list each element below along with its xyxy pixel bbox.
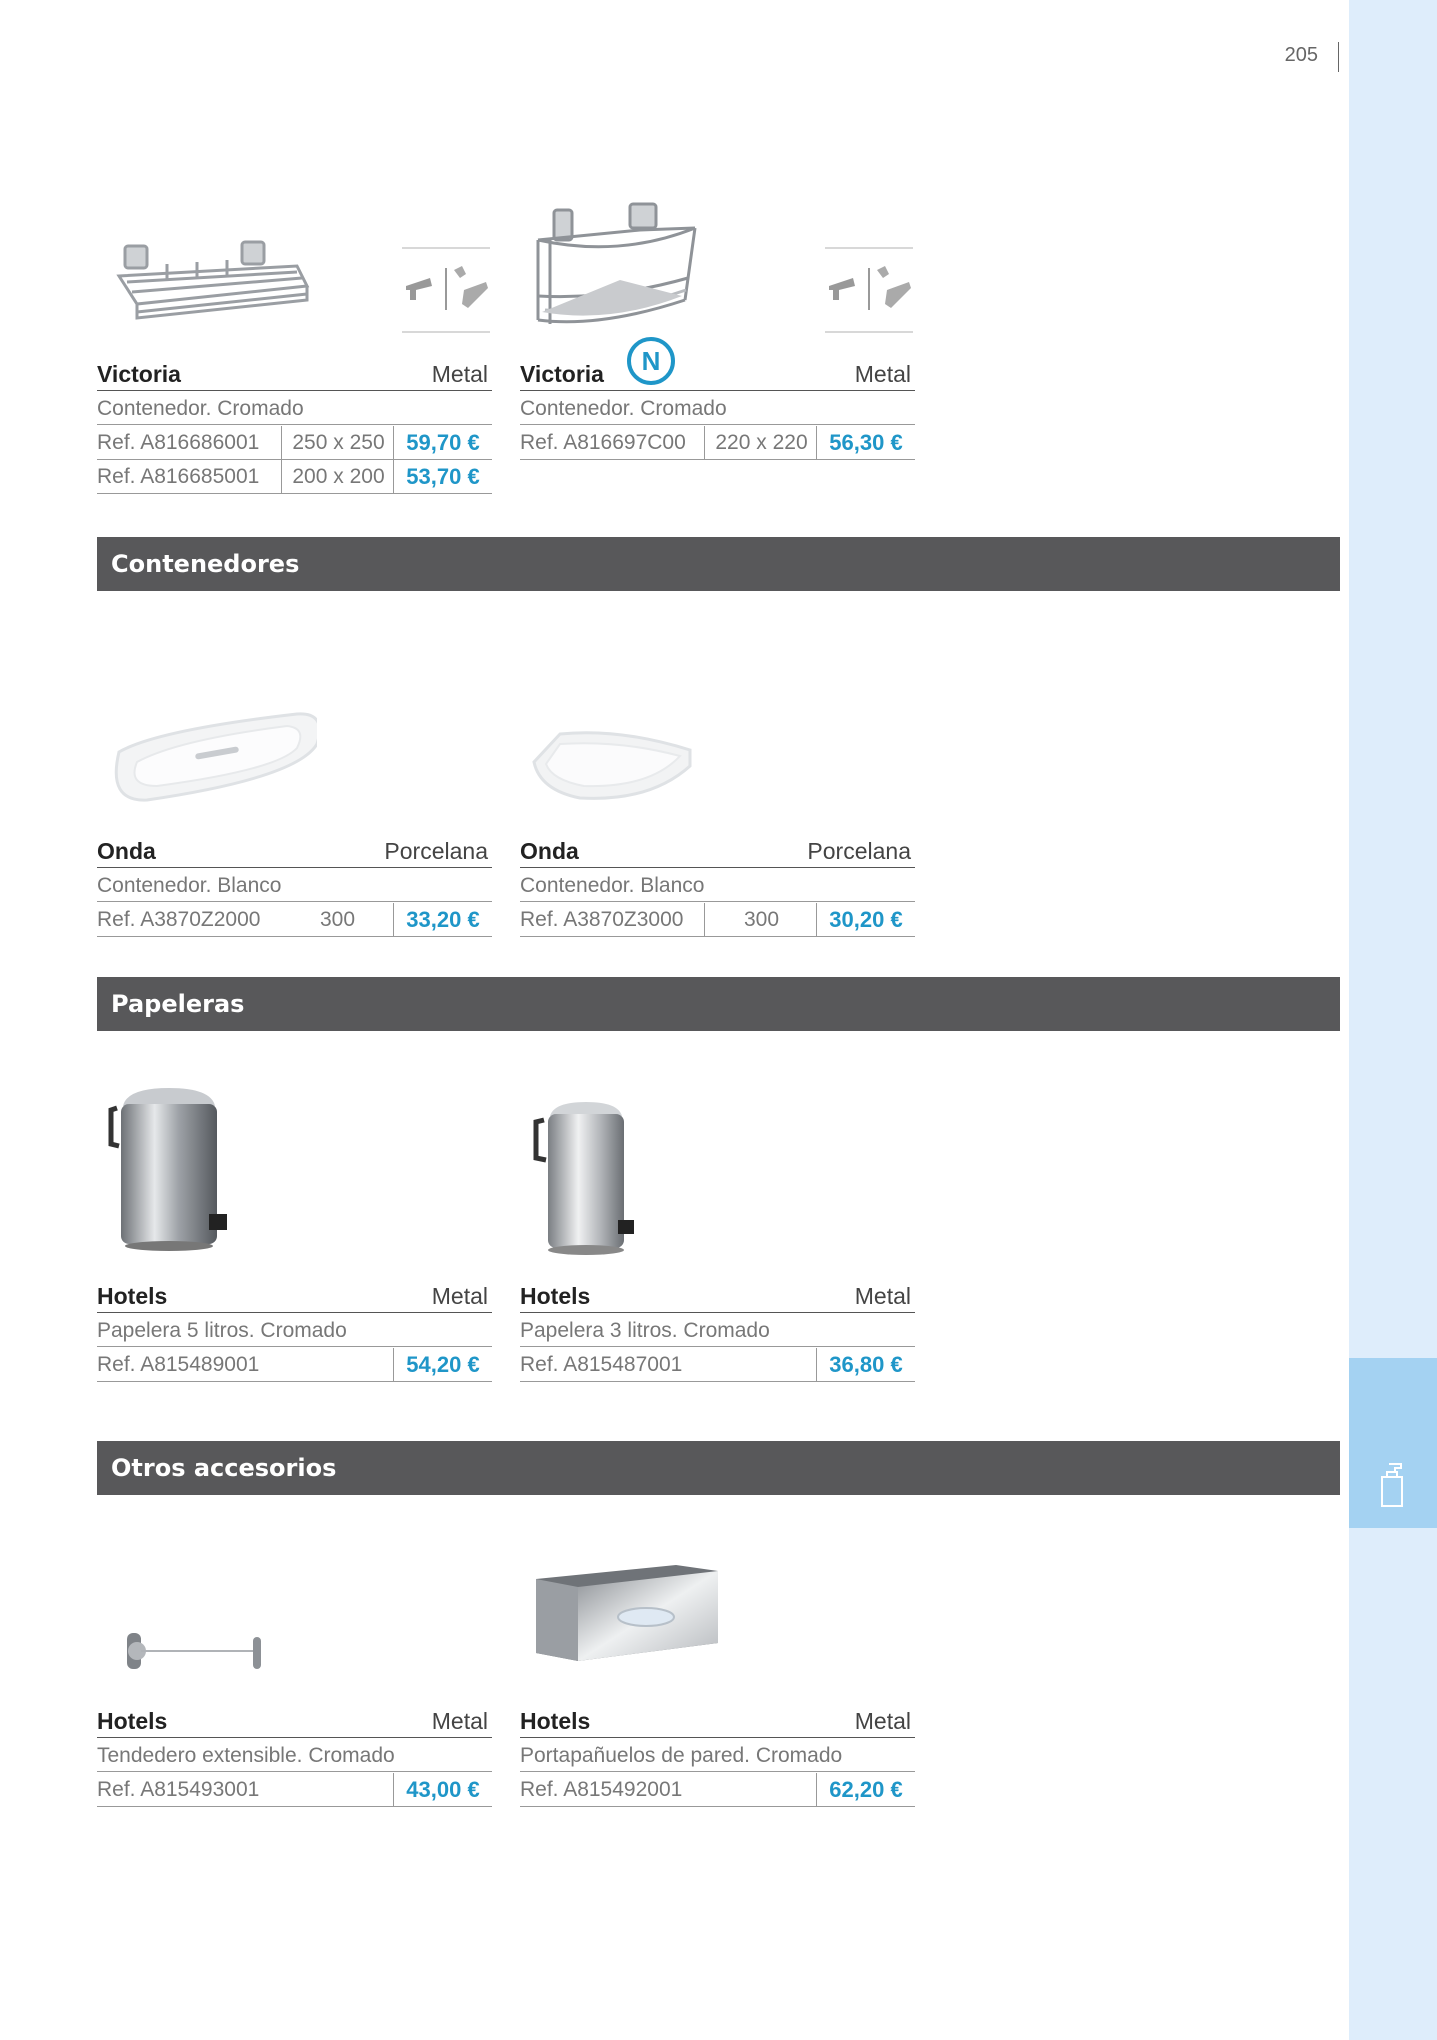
adhesive-icon xyxy=(877,266,911,308)
table-row xyxy=(520,426,915,460)
reference-code: Ref. A3870Z2000 xyxy=(97,908,261,931)
price: 59,70 € xyxy=(393,426,492,459)
reference-code: Ref. A816686001 xyxy=(97,431,260,454)
product-material: Metal xyxy=(431,361,488,387)
reference-code: Ref. A815489001 xyxy=(97,1353,260,1376)
reference-code: Ref. A816685001 xyxy=(97,465,260,488)
reference-code: Ref. A3870Z3000 xyxy=(520,908,684,931)
section-title: Papeleras xyxy=(111,990,245,1018)
shower-basket-image xyxy=(97,230,317,335)
reference-code: Ref. A815487001 xyxy=(520,1353,683,1376)
table-row xyxy=(520,903,915,937)
section-banner-otros-accesorios xyxy=(97,1441,1340,1495)
table-row xyxy=(97,426,492,460)
product-header xyxy=(520,346,915,391)
table-row xyxy=(520,1773,915,1807)
section-banner-contenedores xyxy=(97,537,1340,591)
product-image xyxy=(97,1625,492,1685)
sidebar-strip xyxy=(1349,0,1437,2040)
price: 43,00 € xyxy=(393,1773,492,1806)
product-material: Metal xyxy=(431,1283,488,1309)
product-header xyxy=(520,829,915,868)
product-image xyxy=(520,1100,915,1270)
corner-basket-image xyxy=(520,200,720,340)
adhesive-icon xyxy=(454,266,488,308)
dimensions: 220 x 220 xyxy=(704,426,818,459)
product-name: Hotels xyxy=(520,1708,591,1734)
drill-icon xyxy=(406,278,432,300)
new-badge-label: N xyxy=(641,346,661,376)
product-image xyxy=(520,1557,915,1667)
product-material: Porcelana xyxy=(807,838,911,864)
reference-code: Ref. A815492001 xyxy=(520,1778,683,1801)
product-description: Contenedor. Cromado xyxy=(520,392,915,425)
product-header xyxy=(97,1274,492,1313)
product-description: Contenedor. Blanco xyxy=(97,869,492,902)
corner-porcelain-tray-image xyxy=(520,710,720,810)
clothesline-image xyxy=(97,1625,297,1685)
price: 56,30 € xyxy=(816,426,915,459)
product-name: Onda xyxy=(97,838,156,864)
reference-code: Ref. A815493001 xyxy=(97,1778,260,1801)
product-header xyxy=(520,1699,915,1738)
drill-icon xyxy=(829,278,855,300)
price: 36,80 € xyxy=(816,1348,915,1381)
table-row xyxy=(97,903,492,937)
product-material: Metal xyxy=(854,1283,911,1309)
pedal-bin-image xyxy=(97,1084,247,1264)
soap-dispenser-icon xyxy=(1379,1462,1405,1508)
section-title: Contenedores xyxy=(111,550,300,578)
price: 30,20 € xyxy=(816,903,915,936)
product-description: Papelera 3 litros. Cromado xyxy=(520,1314,915,1347)
product-material: Porcelana xyxy=(384,838,488,864)
dimensions: 300 xyxy=(319,908,356,931)
new-badge-icon xyxy=(626,336,676,386)
sidebar-chapter-tab[interactable] xyxy=(1349,1358,1437,1528)
price: 62,20 € xyxy=(816,1773,915,1806)
product-name: Onda xyxy=(520,838,579,864)
product-name: Victoria xyxy=(97,361,181,387)
price: 53,70 € xyxy=(393,460,492,493)
product-material: Metal xyxy=(854,1708,911,1734)
price: 33,20 € xyxy=(393,903,492,936)
product-name: Hotels xyxy=(520,1283,591,1309)
dimensions: 200 x 200 xyxy=(281,460,395,493)
product-material: Metal xyxy=(854,361,911,387)
page-number-divider xyxy=(1338,42,1339,72)
product-description: Contenedor. Cromado xyxy=(97,392,492,425)
section-banner-papeleras xyxy=(97,977,1340,1031)
reference-code: Ref. A816697C00 xyxy=(520,431,686,454)
product-name: Hotels xyxy=(97,1708,168,1734)
product-description: Contenedor. Blanco xyxy=(520,869,915,902)
page-number: 205 xyxy=(1284,44,1318,66)
price: 54,20 € xyxy=(393,1348,492,1381)
product-material: Metal xyxy=(431,1708,488,1734)
table-row xyxy=(97,1773,492,1807)
product-image xyxy=(520,710,915,810)
product-name: Victoria xyxy=(520,361,604,387)
dimensions: 300 xyxy=(704,903,818,936)
table-row xyxy=(520,1348,915,1382)
product-header xyxy=(97,829,492,868)
product-header xyxy=(97,352,492,391)
product-header xyxy=(97,1699,492,1738)
product-description: Tendedero extensible. Cromado xyxy=(97,1739,492,1772)
product-image xyxy=(97,700,492,810)
table-row xyxy=(97,1348,492,1382)
dimensions: 250 x 250 xyxy=(281,426,395,459)
product-description: Papelera 5 litros. Cromado xyxy=(97,1314,492,1347)
product-header xyxy=(520,1274,915,1313)
pedal-bin-image xyxy=(520,1100,660,1270)
table-row xyxy=(97,460,492,494)
section-title: Otros accesorios xyxy=(111,1454,337,1482)
installation-icons xyxy=(402,246,492,339)
product-description: Portapañuelos de pared. Cromado xyxy=(520,1739,915,1772)
product-image xyxy=(97,1084,492,1264)
installation-icons xyxy=(825,246,915,339)
product-name: Hotels xyxy=(97,1283,168,1309)
tissue-box-holder-image xyxy=(520,1557,720,1667)
porcelain-tray-image xyxy=(97,700,317,810)
